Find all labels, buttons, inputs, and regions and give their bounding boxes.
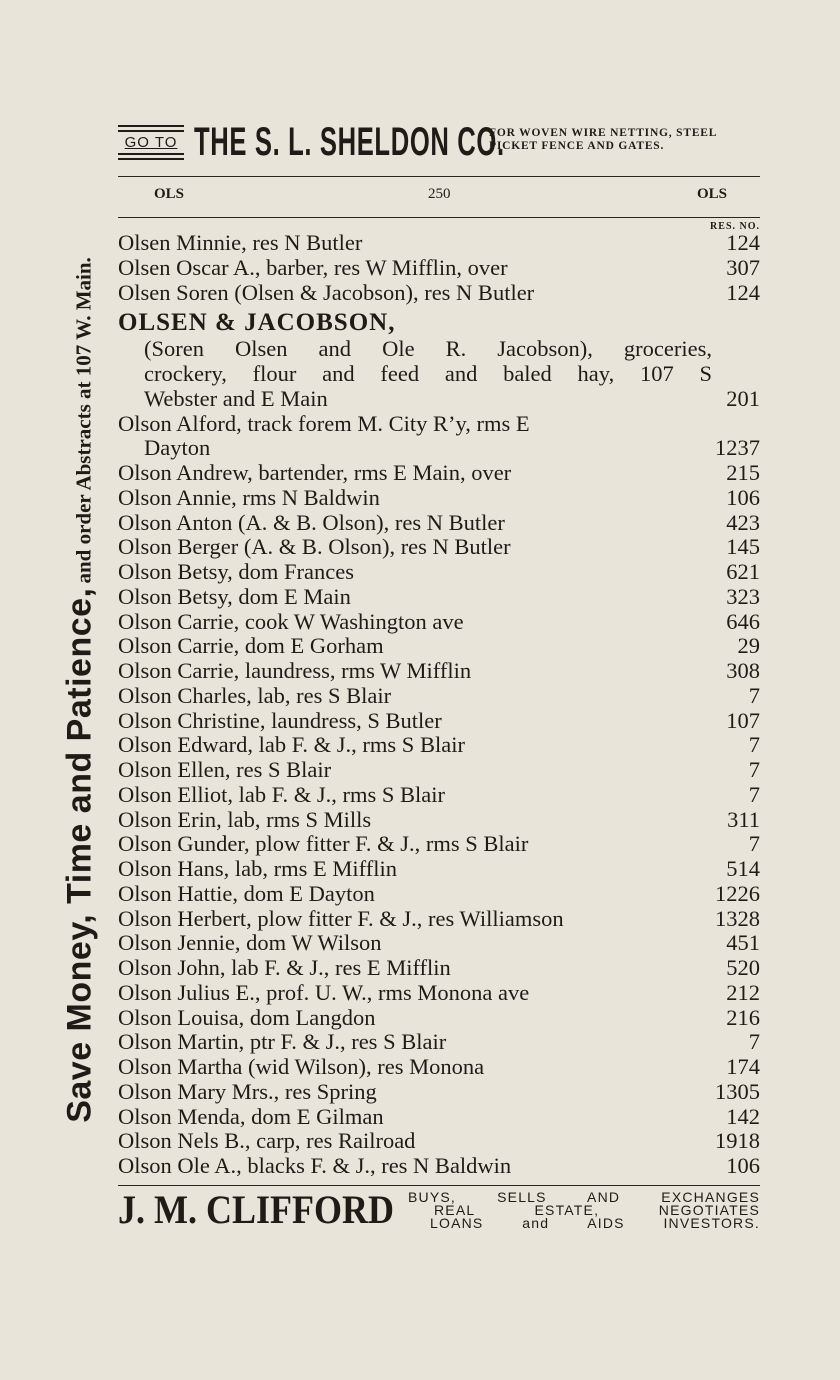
entry-number: 7	[748, 1029, 760, 1055]
entry-text: Olson John, lab F. & J., res E Mifflin	[118, 955, 451, 980]
entry-text: Olsen Soren (Olsen & Jacobson), res N Butler	[118, 279, 535, 305]
entry-text: crockery, flour and feed and baled hay, 107 S	[144, 361, 712, 386]
list-item	[118, 560, 760, 585]
list-item	[118, 337, 760, 362]
clifford-line-1: BUYS, SELLS AND EXCHANGES	[408, 1189, 760, 1205]
entry-number: 201	[726, 385, 760, 411]
page-number: 250	[428, 186, 451, 202]
directory-listing	[118, 231, 760, 1179]
list-item	[118, 585, 760, 610]
list-item	[118, 511, 760, 536]
running-head	[118, 186, 760, 206]
entry-text: Olson Carrie, laundress, rms W Mifflin	[118, 658, 472, 683]
list-item	[118, 758, 760, 783]
entry-text: Olson Martha (wid Wilson), res Monona	[118, 1054, 485, 1079]
entry-number: 311	[727, 806, 760, 832]
business-name: OLSEN & JACOBSON,	[118, 309, 396, 337]
entry-number: 1237	[715, 435, 760, 461]
entry-number: 142	[726, 1103, 760, 1129]
entry-number: 29	[737, 633, 760, 659]
list-item	[118, 412, 760, 437]
running-head-left: OLS	[154, 186, 185, 202]
entry-number: 216	[726, 1004, 760, 1030]
list-item	[118, 1105, 760, 1130]
list-item	[118, 362, 760, 387]
sheldon-description: FOR WOVEN WIRE NETTING, STEEL PICKET FENCE AND GATES.	[489, 127, 717, 152]
entry-text: Olson Edward, lab F. & J., rms S Blair	[118, 732, 465, 758]
entry-number: 174	[726, 1054, 760, 1079]
entry-number: 124	[726, 279, 760, 305]
entry-text: Olsen Minnie, res N Butler	[118, 230, 363, 255]
goto-label: GO TO	[124, 134, 178, 151]
entry-number: 307	[726, 254, 760, 280]
list-item	[118, 281, 760, 306]
list-item	[118, 1006, 760, 1031]
list-item	[118, 461, 760, 486]
list-item	[118, 709, 760, 734]
header-advertisement	[118, 120, 760, 168]
entry-number: 423	[726, 509, 760, 535]
entry-number: 323	[726, 583, 760, 609]
entry-text: Olson Erin, lab, rms S Mills	[118, 806, 372, 832]
entry-text: Olson Jennie, dom W Wilson	[118, 930, 382, 956]
entry-number: 124	[726, 230, 760, 255]
clifford-line-3: LOANS and AIDS INVESTORS.	[430, 1215, 760, 1231]
entry-number: 212	[726, 979, 760, 1005]
entry-text: Olson Louisa, dom Langdon	[118, 1004, 376, 1030]
side-ad-slogan: Save Money, Time and Patience,	[60, 587, 99, 1123]
entry-number: 646	[726, 608, 760, 634]
entry-number: 308	[726, 658, 760, 683]
entry-text: Olson Hattie, dom E Dayton	[118, 880, 375, 906]
entry-text: Olson Menda, dom E Gilman	[118, 1103, 384, 1129]
entry-text: Olson Betsy, dom E Main	[118, 583, 351, 609]
entry-number: 621	[726, 559, 760, 584]
list-item	[118, 684, 760, 709]
entry-number: 1918	[715, 1128, 760, 1154]
entry-text: Olson Julius E., prof. U. W., rms Monona ave	[118, 979, 530, 1005]
entry-number: 7	[748, 757, 760, 782]
res-no-column-label: RES. NO.	[710, 221, 760, 232]
list-item	[118, 882, 760, 907]
goto-rule-bottom	[118, 153, 184, 160]
entry-text: Olson Betsy, dom Frances	[118, 559, 355, 584]
business-heading	[118, 305, 760, 337]
entry-text: Olson Charles, lab, res S Blair	[118, 682, 392, 708]
entry-text: Olson Anton (A. & B. Olson), res N Butler	[118, 509, 505, 535]
list-item	[118, 436, 760, 461]
entry-number: 215	[726, 460, 760, 485]
entry-number: 451	[726, 930, 760, 956]
entry-number: 1226	[715, 880, 760, 906]
list-item	[118, 610, 760, 635]
entry-number: 106	[726, 1153, 760, 1178]
entry-number: 7	[748, 781, 760, 807]
entry-text: Olson Nels B., carp, res Railroad	[118, 1128, 416, 1154]
entry-text: Olson Hans, lab, rms E Mifflin	[118, 856, 397, 881]
entry-text: Olson Berger (A. & B. Olson), res N Butler	[118, 534, 511, 560]
list-item	[118, 231, 760, 256]
entry-text: Olson Annie, rms N Baldwin	[118, 484, 380, 510]
entry-text: Olson Carrie, cook W Washington ave	[118, 608, 464, 634]
entry-number: 106	[726, 484, 760, 510]
list-item	[118, 956, 760, 981]
entry-number: 520	[726, 955, 760, 980]
running-head-rule	[118, 217, 760, 218]
list-item	[118, 1129, 760, 1154]
running-head-right: OLS	[696, 186, 727, 202]
entry-text: Olson Ole A., blacks F. & J., res N Baldwin	[118, 1153, 512, 1178]
entry-text: Olson Herbert, plow fitter F. & J., res Williamson	[118, 905, 564, 931]
list-item	[118, 857, 760, 882]
list-item	[118, 1080, 760, 1105]
entry-text: Olson Elliot, lab F. & J., rms S Blair	[118, 781, 445, 807]
entry-number: 7	[748, 831, 760, 857]
entry-number: 7	[748, 682, 760, 708]
goto-label-box	[118, 125, 184, 160]
entry-text: Olson Carrie, dom E Gorham	[118, 633, 384, 659]
entry-text: Olsen Oscar A., barber, res W Mifflin, over	[118, 254, 508, 280]
list-item	[118, 733, 760, 758]
list-item	[118, 931, 760, 956]
list-item	[118, 387, 760, 412]
entry-text: Dayton	[144, 435, 211, 461]
entry-text: Webster and E Main	[144, 385, 328, 411]
sheldon-company-name: THE S. L. SHELDON CO.	[194, 120, 505, 164]
entry-number: 1328	[715, 905, 760, 931]
entry-number: 514	[726, 856, 760, 881]
entry-number: 7	[748, 732, 760, 758]
list-item	[118, 1030, 760, 1055]
list-item	[118, 907, 760, 932]
goto-rule-top	[118, 125, 184, 132]
clifford-name: J. M. CLIFFORD	[118, 1187, 394, 1232]
list-item	[118, 659, 760, 684]
side-ad-address: and order Abstracts at 107 W. Main.	[71, 257, 96, 584]
list-item	[118, 256, 760, 281]
clifford-line-2: REAL ESTATE, NEGOTIATES	[434, 1202, 760, 1218]
entry-number: 145	[726, 534, 760, 560]
clifford-description	[408, 1191, 760, 1230]
list-item	[118, 808, 760, 833]
list-item	[118, 486, 760, 511]
entry-text: Olson Gunder, plow fitter F. & J., rms S Blair	[118, 831, 529, 857]
entry-text: Olson Andrew, bartender, rms E Main, over	[118, 460, 512, 485]
header-rule	[118, 176, 760, 177]
list-item	[118, 783, 760, 808]
list-item	[118, 832, 760, 857]
entry-text: Olson Martin, ptr F. & J., res S Blair	[118, 1029, 447, 1055]
entry-number: 107	[726, 707, 760, 733]
entry-number: 1305	[715, 1078, 760, 1104]
entry-text: Olson Alford, track forem M. City R’y, rms E	[118, 410, 530, 436]
list-item	[118, 981, 760, 1006]
entry-text: Olson Mary Mrs., res Spring	[118, 1078, 377, 1104]
entry-text: Olson Ellen, res S Blair	[118, 757, 332, 782]
side-advertisement	[61, 257, 100, 1123]
entry-text: Olson Christine, laundress, S Butler	[118, 707, 442, 733]
footer-advertisement	[118, 1188, 760, 1238]
list-item	[118, 634, 760, 659]
list-item	[118, 535, 760, 560]
list-item	[118, 1154, 760, 1179]
entry-text: (Soren Olsen and Ole R. Jacobson), groceries,	[144, 336, 712, 362]
list-item	[118, 1055, 760, 1080]
